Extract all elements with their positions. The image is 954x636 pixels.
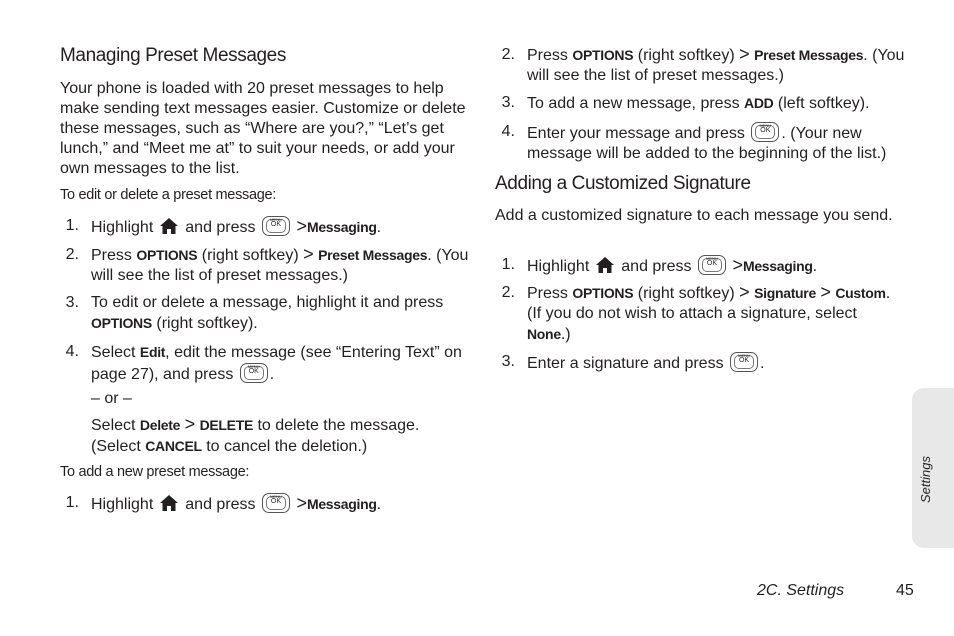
menu-ok-key-icon: MENU OK	[751, 122, 779, 142]
heading-managing-preset-messages: Managing Preset Messages	[60, 45, 286, 66]
menu-ok-key-icon: MENU OK	[240, 363, 268, 383]
footer-section: 2C. Settings	[757, 582, 845, 599]
menu-ok-key-icon: MENU OK	[698, 255, 726, 275]
sig-step-3: 3. Enter a signature and press MENU OK .	[501, 353, 765, 372]
add-step-1: 1. Highlight and press MENU OK >Messaging.	[65, 493, 382, 513]
heading-adding-signature: Adding a Customized Signature	[495, 173, 751, 194]
subheading-add: To add a new preset message:	[60, 464, 250, 480]
side-tab-label: Settings	[917, 456, 933, 503]
add-step-3: 3. To add a new message, press ADD (left softkey).	[501, 94, 870, 112]
delete-instruction: Select Delete > DELETE to delete the message. (Select CANCEL to cancel the deletion.)	[91, 414, 420, 455]
home-icon	[159, 217, 179, 235]
add-step-4: 4. Enter your message and press MENU OK . (Your new message will be added to the beginning of the list.)	[501, 123, 887, 162]
menu-ok-key-icon: MENU OK	[730, 352, 758, 372]
intro-paragraph: Your phone is loaded with 20 preset messages to help make sending text messages easier. Customize or delete these messages, such as “Where are you?,” “Let’s get lunch,” and “Meet me at” to suit your needs, or add your own messages to the list.	[60, 80, 466, 177]
edit-step-3: 3. To edit or delete a message, highlight it and press OPTIONS (right softkey).	[65, 294, 444, 332]
menu-ok-key-icon: MENU OK	[262, 216, 290, 236]
page-number: 45	[896, 582, 914, 599]
edit-step-4: 4. Select Edit, edit the message (see “Entering Text” on page 27), and press MENU OK .	[65, 343, 462, 383]
sig-step-2: 2. Press OPTIONS (right softkey) > Signature > Custom. (If you do not wish to attach a signature, select None.)	[501, 282, 891, 343]
menu-ok-key-icon: MENU OK	[262, 493, 290, 513]
edit-step-1: 1. Highlight and press MENU OK >Messaging.	[65, 216, 382, 236]
home-icon	[159, 494, 179, 512]
add-step-2: 2. Press OPTIONS (right softkey) > Preset Messages. (You will see the list of preset messages.)	[501, 44, 905, 84]
or-line: – or –	[91, 390, 132, 407]
sig-step-1: 1. Highlight and press MENU OK >Messaging.	[501, 255, 818, 275]
signature-intro: Add a customized signature to each message you send.	[495, 207, 893, 224]
home-icon	[595, 256, 615, 274]
subheading-edit: To edit or delete a preset message:	[60, 187, 276, 203]
edit-step-2: 2. Press OPTIONS (right softkey) > Preset Messages. (You will see the list of preset messages.)	[65, 244, 469, 284]
